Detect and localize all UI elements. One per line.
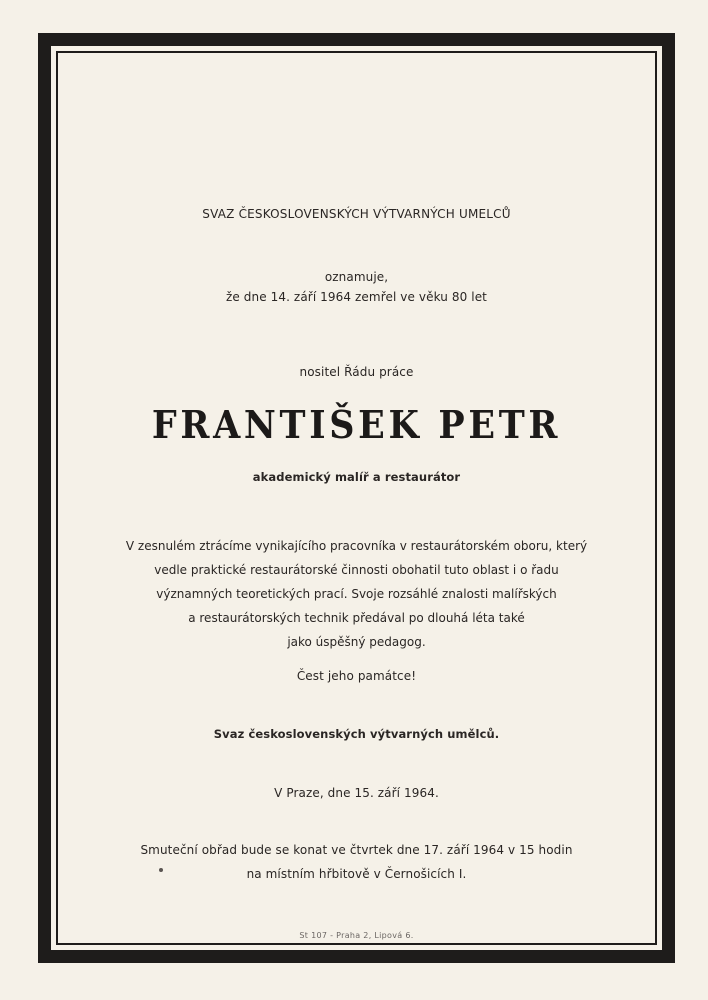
mourning-border-inner [56, 51, 657, 945]
printer-imprint: St 107 - Praha 2, Lipová 6. [299, 931, 414, 940]
eulogy-text [96, 534, 617, 654]
funeral-line-1: Smuteční obřad bude se konat ve čtvrtek dne 17. září 1964 v 15 hodin [140, 843, 573, 857]
eulogy-line: a restaurátorských technik předával po dlouhá léta také [188, 611, 525, 625]
eulogy-line: významných teoretických prací. Svoje rozsáhlé znalosti malířských [156, 587, 557, 601]
organization-heading: SVAZ ČESKOSLOVENSKÝCH VÝTVARNÝCH UMELCŮ [202, 207, 511, 221]
funeral-line-2: na místním hřbitově v Černošicích I. [246, 867, 467, 881]
place-date: V Praze, dne 15. září 1964. [274, 786, 439, 800]
profession: akademický malíř a restaurátor [252, 470, 461, 484]
signature-organization: Svaz československých výtvarných umělců. [213, 727, 500, 741]
eulogy-line: V zesnulém ztrácíme vynikajícího pracovníka v restaurátorském oboru, který [125, 539, 588, 553]
honor-line: Čest jeho památce! [296, 669, 417, 683]
announce-line-2: že dne 14. září 1964 zemřel ve věku 80 let [226, 290, 487, 304]
eulogy-line: vedle praktické restaurátorské činnosti obohatil tuto oblast i o řadu [154, 563, 559, 577]
deceased-name: FRANTIŠEK PETR [151, 402, 562, 447]
announce-line-1: oznamuje, [324, 270, 389, 284]
ink-speck [159, 868, 163, 872]
honour-title: nositel Řádu práce [299, 365, 414, 379]
eulogy-line: jako úspěšný pedagog. [287, 635, 426, 649]
